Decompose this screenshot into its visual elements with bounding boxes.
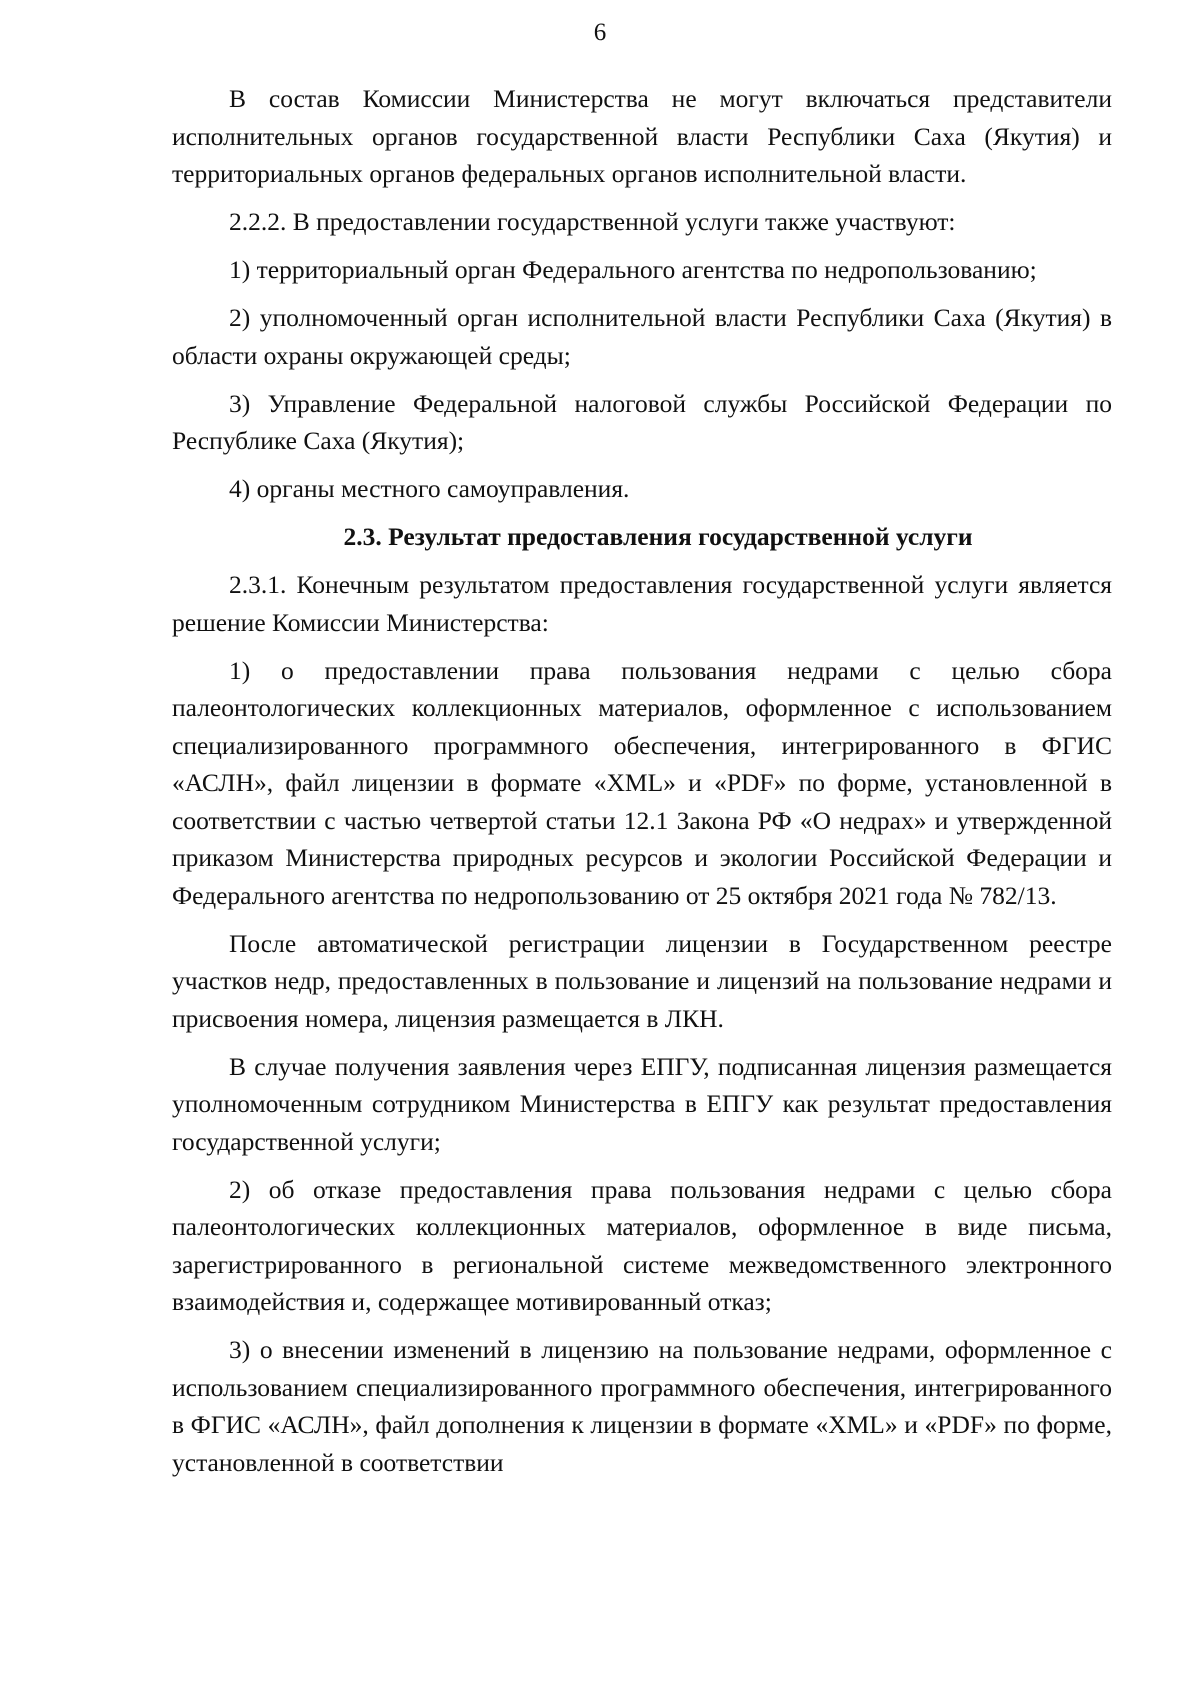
- result-item-1: 1) о предоставлении права пользования недрами с целью сбора палеонтологических коллекционных материалов, оформленное с использованием специализированного программного обеспечения, интегрированного в ФГИС «АСЛН», файл лицензии в формате «XML» и «PDF» по форме, установленной в соответствии с частью четвертой статьи 12.1 Закона РФ «О недрах» и утвержденной приказом Министерства природных ресурсов и экологии Российской Федерации и Федерального агентства по недропользованию от 25 октября 2021 года № 782/13.: [172, 655, 1112, 910]
- paragraph-epgu: В случае получения заявления через ЕПГУ, подписанная лицензия размещается уполномоченным сотрудником Министерства в ЕПГУ как результат предоставления государственной услуги;: [172, 1051, 1112, 1156]
- section-heading-2-3: 2.3. Результат предоставления государственной услуги: [343, 522, 973, 551]
- paragraph-license-registration: После автоматической регистрации лицензии в Государственном реестре участков недр, предоставленных в пользование и лицензий на пользование недрами и присвоения номера, лицензия размещается в ЛКН.: [172, 928, 1112, 1033]
- page-number: 6: [593, 19, 607, 46]
- list-item-4: 4) органы местного самоуправления.: [229, 474, 630, 503]
- result-item-2: 2) об отказе предоставления права пользования недрами с целью сбора палеонтологических коллекционных материалов, оформленное в виде письма, зарегистрированного в региональной системе межведомственного электронного взаимодействия и, содержащее мотивированный отказ;: [172, 1174, 1112, 1316]
- paragraph-2-2-2: 2.2.2. В предоставлении государственной услуги также участвуют:: [229, 207, 956, 236]
- list-item-2: 2) уполномоченный орган исполнительной власти Республики Саха (Якутия) в области охраны окружающей среды;: [172, 303, 1112, 370]
- paragraph-2-3-1: 2.3.1. Конечным результатом предоставления государственной услуги является решение Комиссии Министерства:: [172, 570, 1112, 637]
- result-item-3: 3) о внесении изменений в лицензию на пользование недрами, оформленное с использованием специализированного программного обеспечения, интегрированного в ФГИС «АСЛН», файл дополнения к лицензии в формате «XML» и «PDF» по форме, установленной в соответствии: [172, 1335, 1112, 1477]
- list-item-3: 3) Управление Федеральной налоговой службы Российской Федерации по Республике Саха (Якутия);: [172, 388, 1112, 455]
- paragraph-commission-composition: В состав Комиссии Министерства не могут включаться представители исполнительных органов государственной власти Республики Саха (Якутия) и территориальных органов федеральных органов исполнительной власти.: [172, 84, 1112, 188]
- document-body: [172, 80, 1112, 1492]
- list-item-1: 1) территориальный орган Федерального агентства по недропользованию;: [229, 255, 1037, 284]
